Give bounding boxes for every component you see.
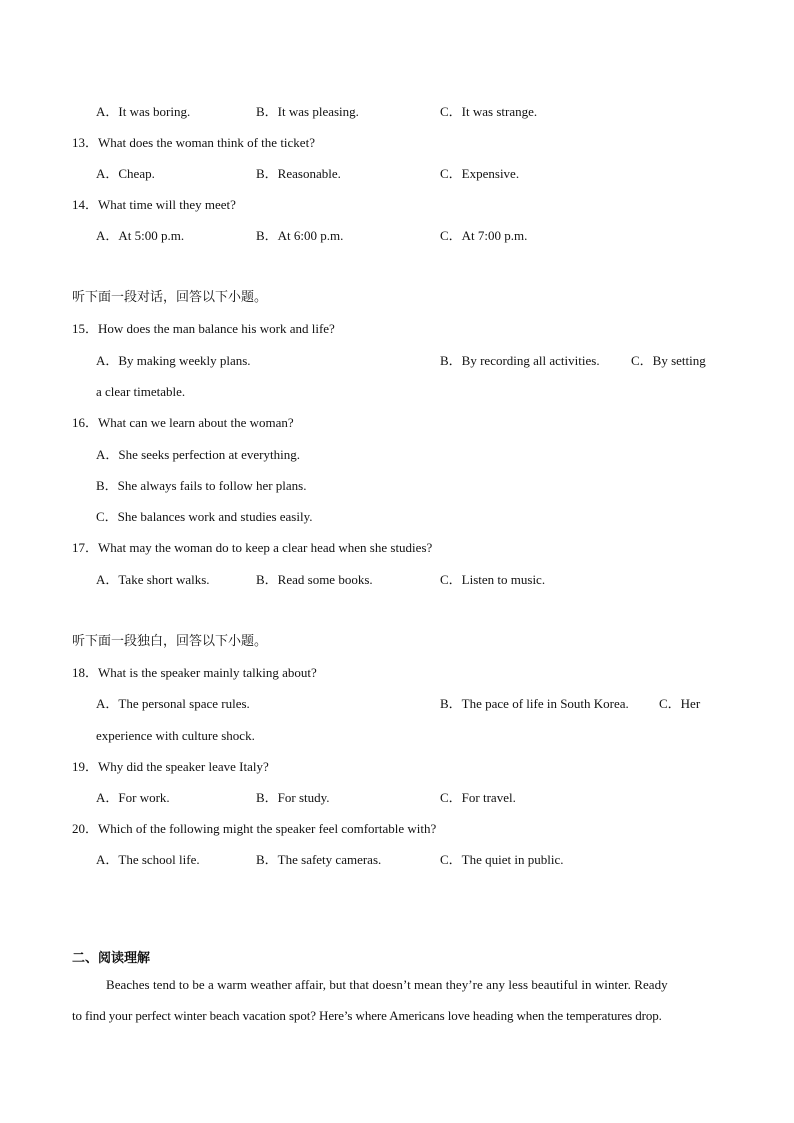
q16-option-a: A．She seeks perfection at everything. bbox=[96, 447, 300, 462]
q19-option-b: B．For study. bbox=[256, 790, 330, 805]
q18-option-c-continued: experience with culture shock. bbox=[96, 728, 255, 743]
q14-option-c: C．At 7:00 p.m. bbox=[440, 228, 528, 243]
q17-option-c: C．Listen to music. bbox=[440, 572, 546, 587]
q18-stem: 18．What is the speaker mainly talking about? bbox=[72, 665, 317, 680]
q17-option-a: A．Take short walks. bbox=[96, 572, 210, 587]
q15-stem: 15．How does the man balance his work and life? bbox=[72, 321, 335, 336]
q20-option-c: C．The quiet in public. bbox=[440, 852, 564, 867]
q20-option-b: B．The safety cameras. bbox=[256, 852, 382, 867]
q19-option-a: A．For work. bbox=[96, 790, 170, 805]
q16-stem: 16．What can we learn about the woman? bbox=[72, 415, 294, 430]
q20-option-a: A．The school life. bbox=[96, 852, 200, 867]
q17-option-b: B．Read some books. bbox=[256, 572, 373, 587]
q13-option-c: C．Expensive. bbox=[440, 166, 520, 181]
q12-option-b: B．It was pleasing. bbox=[256, 104, 359, 119]
reading-passage-line-2: to find your perfect winter beach vacation spot? Here’s where Americans love heading when the temperatures drop. bbox=[72, 1008, 662, 1023]
q14-option-a: A．At 5:00 p.m. bbox=[96, 228, 185, 243]
q18-option-c: C．Her bbox=[659, 696, 701, 711]
q16-option-b: B．She always fails to follow her plans. bbox=[96, 478, 307, 493]
q18-option-b: B．The pace of life in South Korea. bbox=[440, 696, 629, 711]
q18-option-a: A．The personal space rules. bbox=[96, 696, 250, 711]
dialogue-instruction: 听下面一段对话，回答以下小题。 bbox=[72, 290, 268, 305]
q15-option-a: A．By making weekly plans. bbox=[96, 353, 251, 368]
section-heading-reading: 二、阅读理解 bbox=[72, 951, 151, 966]
q15-option-c: C．By setting bbox=[631, 353, 706, 368]
q14-option-b: B．At 6:00 p.m. bbox=[256, 228, 344, 243]
q15-option-c-continued: a clear timetable. bbox=[96, 384, 186, 399]
q19-option-c: C．For travel. bbox=[440, 790, 516, 805]
q12-option-c: C．It was strange. bbox=[440, 104, 538, 119]
q13-option-b: B．Reasonable. bbox=[256, 166, 341, 181]
q19-stem: 19．Why did the speaker leave Italy? bbox=[72, 759, 269, 774]
q14-stem: 14．What time will they meet? bbox=[72, 197, 236, 212]
q12-option-a: A．It was boring. bbox=[96, 104, 191, 119]
reading-passage-line-1: Beaches tend to be a warm weather affair, but that doesn’t mean they’re any less beautiful in winter. Ready bbox=[106, 977, 668, 992]
q20-stem: 20．Which of the following might the speaker feel comfortable with? bbox=[72, 821, 437, 836]
q17-stem: 17．What may the woman do to keep a clear head when she studies? bbox=[72, 540, 433, 555]
q16-option-c: C．She balances work and studies easily. bbox=[96, 509, 313, 524]
monologue-instruction: 听下面一段独白，回答以下小题。 bbox=[72, 634, 268, 649]
q13-option-a: A．Cheap. bbox=[96, 166, 155, 181]
q13-stem: 13．What does the woman think of the ticket? bbox=[72, 135, 315, 150]
q15-option-b: B．By recording all activities. bbox=[440, 353, 600, 368]
